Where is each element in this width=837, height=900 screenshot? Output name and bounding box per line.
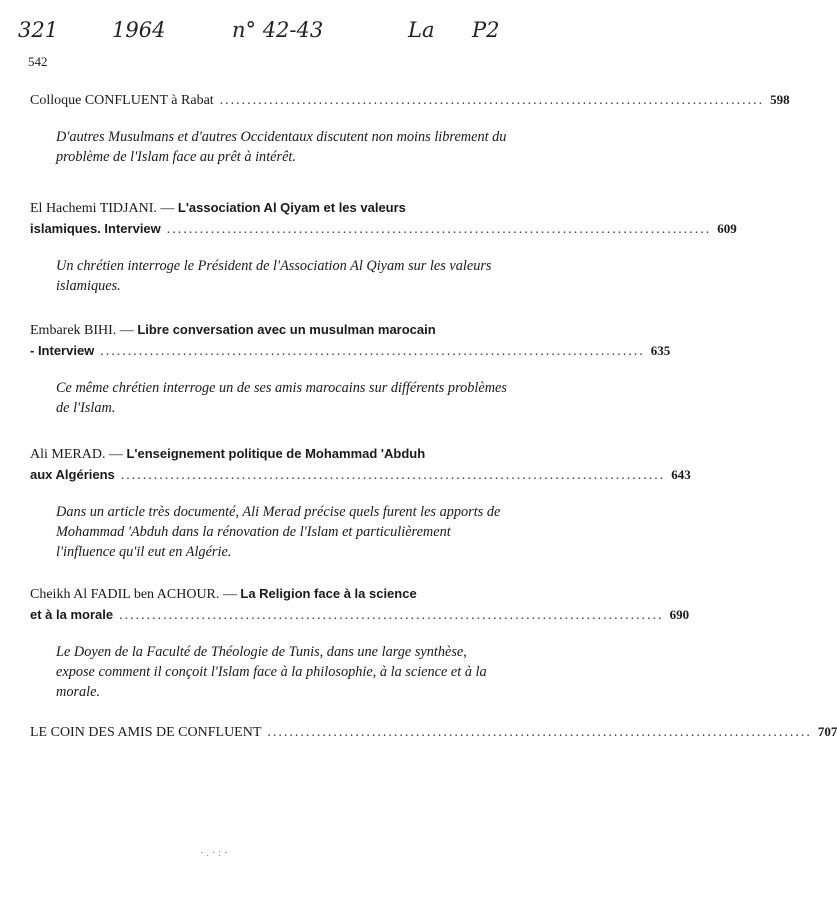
scan-speck: ·.·:· (200, 848, 231, 859)
toc-line (30, 198, 526, 219)
entry-description: Ce même chrétien interroge un de ses amis marocains sur différents problèmes de l'Islam. (56, 380, 507, 416)
entry-page-number: 707 (817, 724, 837, 739)
toc-entry (30, 584, 690, 702)
handwritten-note: n° 42-43 (232, 18, 324, 42)
toc-entry (30, 722, 837, 743)
handwritten-note: La (408, 18, 435, 42)
entry-title: L'association Al Qiyam et les valeurs (177, 200, 406, 215)
entry-heading: LE COIN DES AMIS DE CONFLUENT (30, 725, 262, 740)
dot-leader: ................................................................................................... (166, 222, 712, 237)
dot-leader: ................................................................................................... (219, 93, 765, 108)
handwritten-note: 321 (18, 18, 59, 42)
toc-line (30, 341, 671, 362)
toc-line (30, 320, 526, 341)
dot-leader: ................................................................................................... (120, 468, 666, 483)
toc-entry (30, 90, 790, 167)
entry-page-number: 598 (770, 92, 790, 107)
toc-line (30, 605, 690, 626)
dot-leader: ................................................................................................... (119, 608, 664, 623)
dot-leader: ................................................................................................... (100, 344, 645, 359)
handwritten-note: 1964 (112, 18, 166, 42)
entry-page-number: 643 (671, 467, 691, 482)
dot-leader: ................................................................................................... (267, 725, 812, 740)
entry-title: aux Algériens (30, 467, 115, 482)
entry-heading: Colloque CONFLUENT à Rabat (30, 93, 214, 108)
toc-line (30, 219, 737, 240)
entry-page-number: 635 (650, 343, 671, 358)
toc-entry (30, 320, 671, 418)
entry-author: Embarek BIHI. — (30, 323, 134, 338)
entry-page-number: 690 (669, 607, 690, 622)
entry-page-number: 609 (717, 221, 737, 236)
toc-line (30, 722, 837, 743)
entry-author: El Hachemi TIDJANI. — (30, 201, 175, 216)
page-number: 542 (28, 54, 48, 69)
entry-description: Le Doyen de la Faculté de Théologie de Tunis, dans une large synthèse, expose comment il conçoit l'Islam face à la philosophie, à la science et à la morale. (56, 644, 487, 700)
entry-description: Dans un article très documenté, Ali Merad précise quels furent les apports de Mohammad 'Abduh dans la rénovation de l'Islam et particulièrement l'influence qu'il eut en Algérie. (56, 504, 501, 560)
toc-line (30, 90, 790, 111)
entry-title: - Interview (30, 343, 95, 358)
entry-title: Libre conversation avec un musulman marocain (137, 322, 436, 337)
entry-author: Ali MERAD. — (30, 447, 123, 462)
entry-description: D'autres Musulmans et d'autres Occidentaux discutent non moins librement du problème de l'Islam face au prêt à intérêt. (56, 129, 507, 165)
toc-line (30, 584, 526, 605)
handwritten-note: P2 (472, 18, 500, 42)
toc-line (30, 465, 691, 486)
entry-title: La Religion face à la science (240, 586, 417, 601)
entry-title: et à la morale (30, 607, 114, 622)
entry-author: Cheikh Al FADIL ben ACHOUR. — (30, 587, 237, 602)
toc-entry (30, 444, 691, 562)
toc-line (30, 444, 526, 465)
entry-title: islamiques. Interview (30, 221, 161, 236)
entry-title: L'enseignement politique de Mohammad 'Abduh (126, 446, 426, 461)
toc-entry (30, 198, 737, 296)
entry-description: Un chrétien interroge le Président de l'Association Al Qiyam sur les valeurs islamiques. (56, 258, 492, 294)
